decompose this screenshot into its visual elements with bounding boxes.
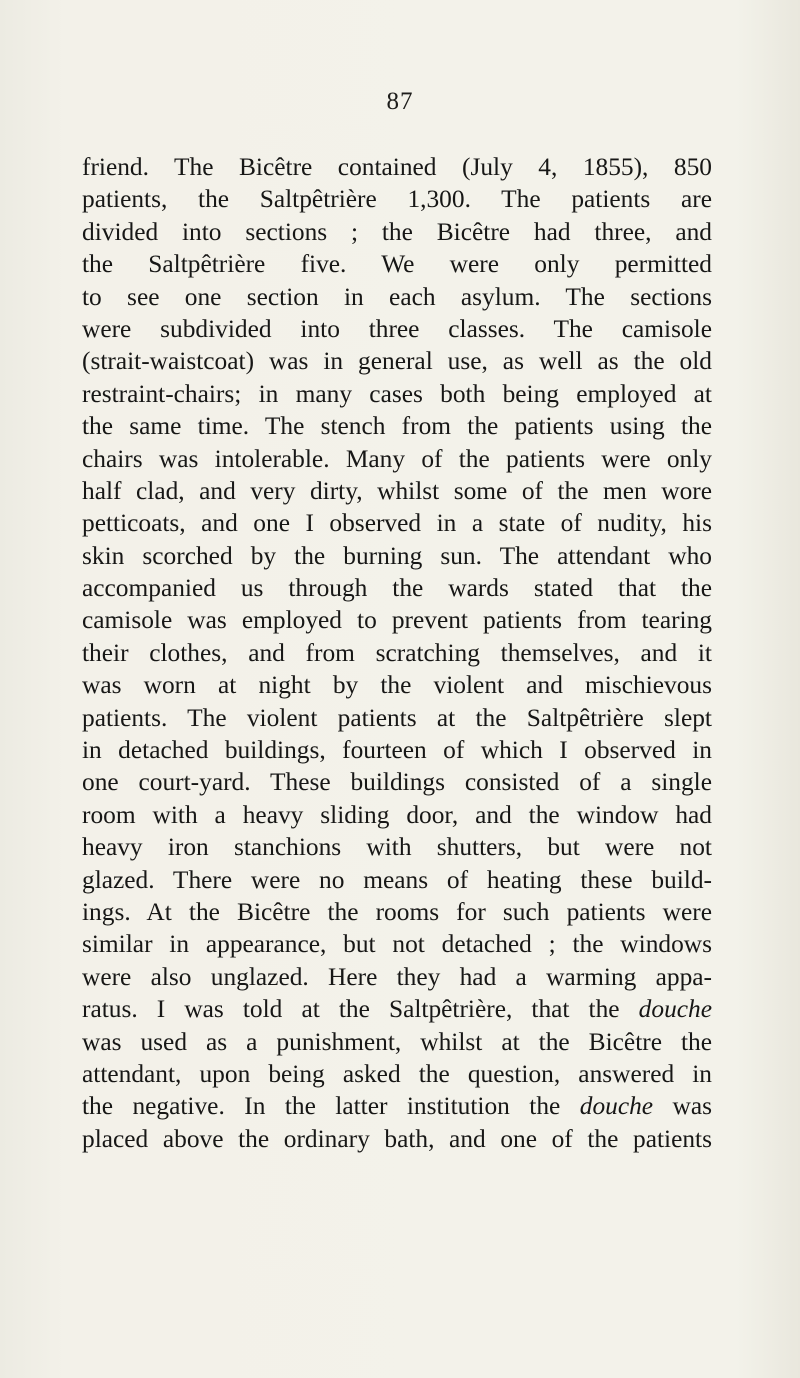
text-line — [82, 475, 712, 507]
text-line — [82, 378, 712, 410]
page-number: 87 — [386, 88, 414, 115]
text-line — [82, 831, 712, 863]
text-segment: ings. At the Bicêtre the rooms for such patients were — [82, 897, 712, 926]
text-segment: were subdivided into three classes. The camisole — [82, 314, 712, 343]
text-segment: room with a heavy sliding door, and the window had — [82, 800, 712, 829]
text-line — [82, 183, 712, 215]
text-line — [82, 669, 712, 701]
text-segment: was worn at night by the violent and mischievous — [82, 671, 712, 700]
text-segment: friend. The Bicêtre contained (July 4, 1855), 850 — [82, 153, 712, 181]
text-line — [82, 540, 712, 572]
text-line — [82, 313, 712, 345]
text-line — [82, 1058, 712, 1090]
text-line — [82, 961, 712, 993]
text-line — [82, 443, 712, 475]
text-segment: their clothes, and from scratching themselves, and it — [82, 638, 712, 667]
text-segment: ratus. I was told at the Saltpêtrière, that the — [82, 995, 639, 1024]
text-segment: was — [653, 1092, 712, 1121]
text-line — [82, 896, 712, 928]
text-line — [82, 248, 712, 280]
text-line — [82, 345, 712, 377]
text-line — [82, 604, 712, 636]
text-line — [82, 734, 712, 766]
text-segment: (strait-waistcoat) was in general use, as well as the old — [82, 347, 712, 376]
text-segment: glazed. There were no means of heating these build- — [82, 865, 712, 894]
text-segment: skin scorched by the burning sun. The attendant who — [82, 541, 712, 570]
body-text — [82, 151, 712, 1155]
text-segment: heavy iron stanchions with shutters, but were not — [82, 833, 712, 862]
text-line — [82, 637, 712, 669]
text-segment: similar in appearance, but not detached ; the windows — [82, 930, 712, 959]
text-segment: was used as a punishment, whilst at the Bicêtre the — [82, 1027, 712, 1056]
text-line — [82, 928, 712, 960]
text-segment: were also unglazed. Here they had a warming appa- — [82, 962, 712, 991]
text-line — [82, 507, 712, 539]
text-line — [82, 1026, 712, 1058]
italic-word: douche — [638, 995, 712, 1024]
text-segment: attendant, upon being asked the question, answered in — [82, 1059, 712, 1088]
text-line — [82, 410, 712, 442]
text-line — [82, 572, 712, 604]
text-line — [82, 864, 712, 896]
text-line — [82, 151, 712, 183]
text-segment: to see one section in each asylum. The sections — [82, 282, 712, 311]
text-segment: divided into sections ; the Bicêtre had three, and — [82, 217, 712, 246]
text-segment: petticoats, and one I observed in a state of nudity, his — [82, 509, 712, 538]
text-line — [82, 799, 712, 831]
text-segment: restraint-chairs; in many cases both being employed at — [82, 379, 712, 408]
text-segment: the same time. The stench from the patients using the — [82, 412, 712, 441]
text-segment: the negative. In the latter institution the — [82, 1092, 580, 1121]
italic-word: douche — [579, 1092, 654, 1121]
text-segment: in detached buildings, fourteen of which I observed in — [82, 736, 712, 765]
text-segment: patients, the Saltpêtrière 1,300. The patients are — [82, 185, 712, 214]
text-segment: camisole was employed to prevent patients from tearing — [82, 606, 712, 635]
text-segment: one court-yard. These buildings consisted of a single — [82, 768, 712, 797]
text-segment: placed above the ordinary bath, and one of the patients — [82, 1124, 712, 1153]
text-line — [82, 216, 712, 248]
text-segment: the Saltpêtrière five. We were only permitted — [82, 250, 712, 279]
text-segment: patients. The violent patients at the Saltpêtrière slept — [82, 703, 712, 732]
text-line — [82, 766, 712, 798]
text-line — [82, 1090, 712, 1122]
text-segment: chairs was intolerable. Many of the patients were only — [82, 444, 712, 473]
text-line — [82, 281, 712, 313]
text-segment: accompanied us through the wards stated that the — [82, 574, 712, 603]
text-line — [82, 1123, 712, 1155]
text-line — [82, 702, 712, 734]
text-segment: half clad, and very dirty, whilst some of the men wore — [82, 476, 712, 505]
text-line — [82, 993, 712, 1025]
